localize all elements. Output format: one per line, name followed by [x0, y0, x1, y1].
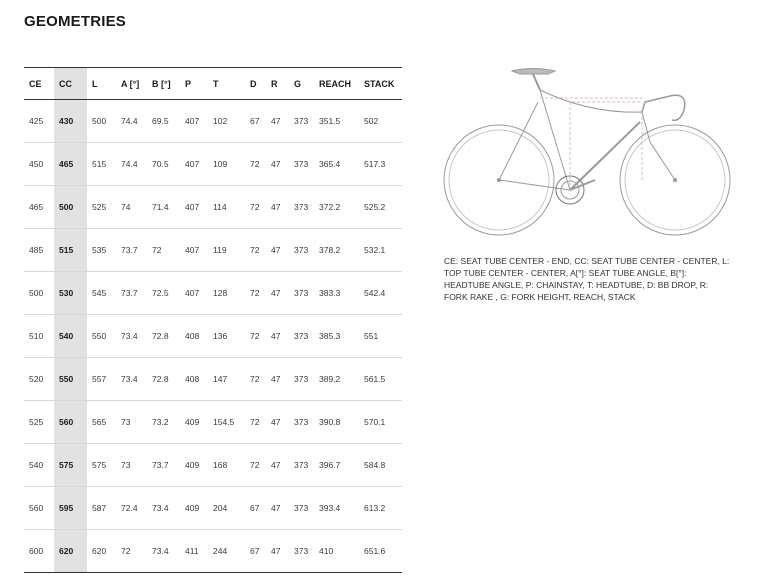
cell-l: 500: [87, 100, 116, 143]
cell-reach: 390.8: [314, 401, 359, 444]
cell-a: 72.4: [116, 487, 147, 530]
cell-stack: 651.6: [359, 530, 402, 573]
cell-b: 72.8: [147, 358, 180, 401]
cell-d: 67: [245, 487, 266, 530]
cell-ce: 510: [24, 315, 54, 358]
table-header-row: [24, 68, 402, 100]
cell-stack: 584.8: [359, 444, 402, 487]
cell-p: 407: [180, 272, 208, 315]
cell-cc: 575: [54, 444, 87, 487]
cell-r: 47: [266, 401, 289, 444]
page-title: GEOMETRIES: [24, 13, 127, 30]
cell-a: 73.7: [116, 272, 147, 315]
cell-reach: 378.2: [314, 229, 359, 272]
cell-b: 73.4: [147, 487, 180, 530]
cell-r: 47: [266, 272, 289, 315]
cell-cc: 430: [54, 100, 87, 143]
cell-stack: 542.4: [359, 272, 402, 315]
cell-r: 47: [266, 358, 289, 401]
cell-ce: 560: [24, 487, 54, 530]
cell-r: 47: [266, 530, 289, 573]
cell-g: 373: [289, 315, 314, 358]
cell-b: 72.8: [147, 315, 180, 358]
cell-l: 550: [87, 315, 116, 358]
col-header-stack: STACK: [359, 68, 402, 100]
cell-stack: 551: [359, 315, 402, 358]
cell-b: 71.4: [147, 186, 180, 229]
col-header-reach: REACH: [314, 68, 359, 100]
cell-a: 73: [116, 401, 147, 444]
geometry-legend: CE: SEAT TUBE CENTER - END, CC: SEAT TUBE CENTER - CENTER, L: TOP TUBE CENTER - CENTER, A[°]: SEAT TUBE ANGLE, B[°]: HEADTUBE ANGLE, P: CHAINSTAY, T: HEADTUBE, D: BB DROP, R: FORK RAKE , G: FORK HEIGHT, REACH, STACK: [444, 256, 730, 302]
cell-stack: 532.1: [359, 229, 402, 272]
cell-l: 565: [87, 401, 116, 444]
col-header-b: B [°]: [147, 68, 180, 100]
cell-reach: 365.4: [314, 143, 359, 186]
cell-g: 373: [289, 444, 314, 487]
cell-a: 74: [116, 186, 147, 229]
cell-b: 70.5: [147, 143, 180, 186]
cell-t: 128: [208, 272, 245, 315]
cell-b: 72: [147, 229, 180, 272]
cell-g: 373: [289, 487, 314, 530]
cell-t: 102: [208, 100, 245, 143]
cell-reach: 410: [314, 530, 359, 573]
table-row: [24, 186, 402, 229]
cell-t: 136: [208, 315, 245, 358]
table-row: [24, 358, 402, 401]
cell-a: 74.4: [116, 100, 147, 143]
cell-l: 515: [87, 143, 116, 186]
cell-cc: 550: [54, 358, 87, 401]
table-row: [24, 100, 402, 143]
cell-cc: 620: [54, 530, 87, 573]
col-header-ce: CE: [24, 68, 54, 100]
cell-t: 244: [208, 530, 245, 573]
cell-r: 47: [266, 143, 289, 186]
cell-l: 525: [87, 186, 116, 229]
cell-ce: 540: [24, 444, 54, 487]
cell-ce: 465: [24, 186, 54, 229]
cell-reach: 396.7: [314, 444, 359, 487]
cell-ce: 525: [24, 401, 54, 444]
cell-cc: 560: [54, 401, 87, 444]
cell-p: 407: [180, 186, 208, 229]
cell-b: 72.5: [147, 272, 180, 315]
cell-stack: 517.3: [359, 143, 402, 186]
col-header-l: L: [87, 68, 116, 100]
cell-cc: 530: [54, 272, 87, 315]
cell-t: 204: [208, 487, 245, 530]
cell-reach: 372.2: [314, 186, 359, 229]
cell-g: 373: [289, 401, 314, 444]
cell-t: 154.5: [208, 401, 245, 444]
cell-reach: 383.3: [314, 272, 359, 315]
cell-r: 47: [266, 487, 289, 530]
table-row: [24, 487, 402, 530]
cell-a: 73.4: [116, 315, 147, 358]
cell-b: 73.4: [147, 530, 180, 573]
cell-stack: 525.2: [359, 186, 402, 229]
cell-reach: 351.5: [314, 100, 359, 143]
cell-d: 67: [245, 100, 266, 143]
cell-g: 373: [289, 229, 314, 272]
cell-r: 47: [266, 315, 289, 358]
col-header-cc: CC: [54, 68, 87, 100]
cell-b: 73.2: [147, 401, 180, 444]
cell-l: 575: [87, 444, 116, 487]
col-header-p: P: [180, 68, 208, 100]
col-header-t: T: [208, 68, 245, 100]
cell-p: 409: [180, 487, 208, 530]
col-header-d: D: [245, 68, 266, 100]
cell-stack: 502: [359, 100, 402, 143]
cell-ce: 485: [24, 229, 54, 272]
cell-b: 73.7: [147, 444, 180, 487]
table-row: [24, 229, 402, 272]
cell-ce: 600: [24, 530, 54, 573]
cell-p: 409: [180, 444, 208, 487]
cell-g: 373: [289, 530, 314, 573]
cell-g: 373: [289, 358, 314, 401]
cell-cc: 500: [54, 186, 87, 229]
cell-g: 373: [289, 100, 314, 143]
table-row: [24, 272, 402, 315]
cell-g: 373: [289, 143, 314, 186]
cell-d: 72: [245, 358, 266, 401]
cell-p: 407: [180, 229, 208, 272]
cell-p: 409: [180, 401, 208, 444]
cell-stack: 561.5: [359, 358, 402, 401]
cell-ce: 520: [24, 358, 54, 401]
table-row: [24, 444, 402, 487]
cell-cc: 595: [54, 487, 87, 530]
cell-t: 168: [208, 444, 245, 487]
cell-d: 72: [245, 143, 266, 186]
cell-a: 73.7: [116, 229, 147, 272]
cell-r: 47: [266, 100, 289, 143]
cell-r: 47: [266, 186, 289, 229]
cell-stack: 570.1: [359, 401, 402, 444]
cell-g: 373: [289, 186, 314, 229]
cell-p: 408: [180, 315, 208, 358]
cell-d: 67: [245, 530, 266, 573]
cell-l: 587: [87, 487, 116, 530]
col-header-g: G: [289, 68, 314, 100]
cell-p: 408: [180, 358, 208, 401]
cell-t: 109: [208, 143, 245, 186]
cell-d: 72: [245, 272, 266, 315]
cell-l: 535: [87, 229, 116, 272]
cell-reach: 385.3: [314, 315, 359, 358]
cell-g: 373: [289, 272, 314, 315]
cell-t: 119: [208, 229, 245, 272]
cell-p: 411: [180, 530, 208, 573]
table-row: [24, 401, 402, 444]
cell-b: 69.5: [147, 100, 180, 143]
cell-a: 73: [116, 444, 147, 487]
cell-r: 47: [266, 229, 289, 272]
cell-l: 620: [87, 530, 116, 573]
cell-l: 545: [87, 272, 116, 315]
table-row: [24, 315, 402, 358]
cell-p: 407: [180, 143, 208, 186]
cell-ce: 500: [24, 272, 54, 315]
bike-geometry-diagram: [440, 62, 735, 247]
cell-ce: 450: [24, 143, 54, 186]
cell-l: 557: [87, 358, 116, 401]
cell-d: 72: [245, 401, 266, 444]
cell-d: 72: [245, 315, 266, 358]
table-row: [24, 143, 402, 186]
cell-a: 74.4: [116, 143, 147, 186]
cell-t: 147: [208, 358, 245, 401]
cell-t: 114: [208, 186, 245, 229]
cell-r: 47: [266, 444, 289, 487]
cell-ce: 425: [24, 100, 54, 143]
cell-d: 72: [245, 229, 266, 272]
geometry-table: [24, 67, 402, 573]
cell-stack: 613.2: [359, 487, 402, 530]
cell-a: 73.4: [116, 358, 147, 401]
col-header-a: A [°]: [116, 68, 147, 100]
cell-a: 72: [116, 530, 147, 573]
cell-cc: 540: [54, 315, 87, 358]
cell-reach: 389.2: [314, 358, 359, 401]
cell-d: 72: [245, 186, 266, 229]
table-row: [24, 530, 402, 573]
cell-d: 72: [245, 444, 266, 487]
cell-reach: 393.4: [314, 487, 359, 530]
geometry-table-body: [24, 100, 402, 573]
col-header-r: R: [266, 68, 289, 100]
cell-p: 407: [180, 100, 208, 143]
cell-cc: 515: [54, 229, 87, 272]
cell-cc: 465: [54, 143, 87, 186]
